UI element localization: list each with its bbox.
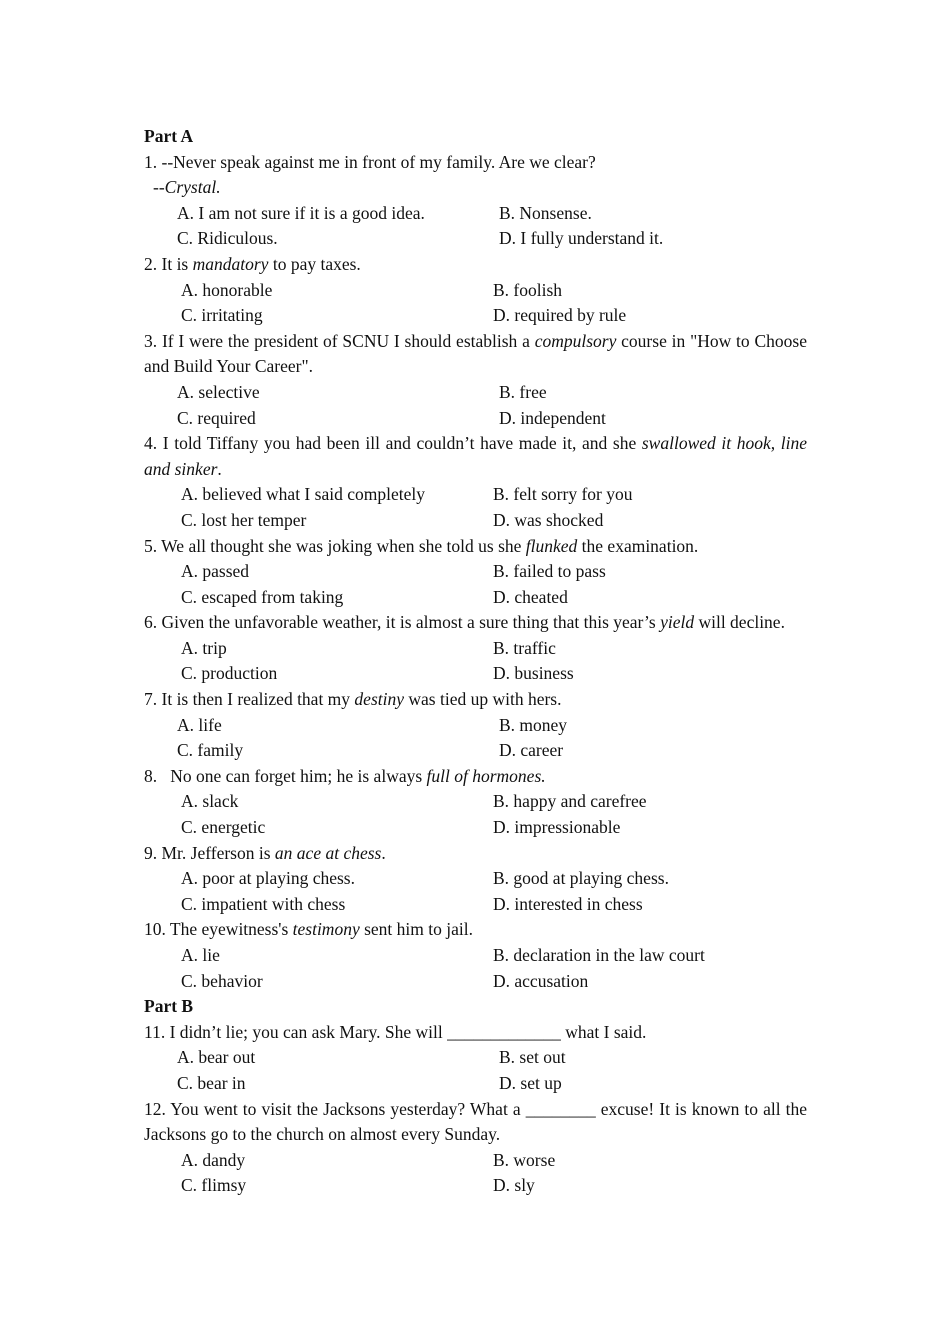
option-row bbox=[144, 406, 807, 432]
option-b: B. felt sorry for you bbox=[493, 484, 633, 505]
option-row bbox=[144, 943, 807, 969]
option-a: A. life bbox=[177, 714, 222, 735]
option-b: B. failed to pass bbox=[493, 561, 606, 582]
option-row bbox=[144, 1071, 807, 1097]
option-row bbox=[144, 1148, 807, 1174]
option-a: A. bear out bbox=[177, 1047, 256, 1068]
option-d: D. required by rule bbox=[493, 305, 627, 326]
question-2 bbox=[144, 252, 807, 329]
option-c: C. production bbox=[181, 663, 278, 684]
key-word: mandatory bbox=[192, 253, 269, 274]
option-d: D. sly bbox=[493, 1175, 535, 1196]
reply-key-word: Crystal. bbox=[164, 177, 221, 198]
option-a: A. poor at playing chess. bbox=[181, 868, 355, 889]
option-c: C. lost her temper bbox=[181, 509, 307, 530]
part-a-heading: Part A bbox=[144, 126, 194, 146]
option-a: A. I am not sure if it is a good idea. bbox=[177, 202, 425, 223]
option-a: A. slack bbox=[181, 791, 239, 812]
question-4 bbox=[144, 431, 807, 533]
option-d: D. impressionable bbox=[493, 817, 621, 838]
question-stem: 9. Mr. Jefferson is an ace at chess. bbox=[144, 842, 386, 863]
exam-page bbox=[144, 124, 807, 1199]
question-3 bbox=[144, 329, 807, 431]
option-c: C. bear in bbox=[177, 1072, 246, 1093]
option-a: A. trip bbox=[181, 637, 227, 658]
question-stem: 1. --Never speak against me in front of my family. Are we clear? bbox=[144, 151, 596, 172]
option-a: A. dandy bbox=[181, 1149, 246, 1170]
option-d: D. accusation bbox=[493, 970, 589, 991]
key-word: an ace at chess bbox=[274, 842, 382, 863]
option-row bbox=[144, 866, 807, 892]
option-row bbox=[144, 482, 807, 508]
option-b: B. declaration in the law court bbox=[493, 945, 705, 965]
key-word: full of hormones. bbox=[426, 765, 546, 786]
option-c: C. impatient with chess bbox=[181, 893, 346, 914]
option-b: B. worse bbox=[493, 1149, 556, 1170]
option-d: D. I fully understand it. bbox=[499, 228, 664, 249]
question-7 bbox=[144, 687, 807, 764]
question-stem: 3. If I were the president of SCNU I should establish a compulsory course in "How to Choose and Build Your Career". bbox=[144, 330, 807, 377]
reply-prefix: -- bbox=[153, 177, 165, 198]
option-c: C. required bbox=[177, 407, 256, 428]
option-row bbox=[144, 226, 807, 252]
option-b: B. foolish bbox=[493, 279, 563, 300]
question-stem: 8. No one can forget him; he is always full of hormones. bbox=[144, 765, 546, 786]
option-row bbox=[144, 559, 807, 585]
option-b: B. free bbox=[499, 381, 547, 402]
option-d: D. career bbox=[499, 740, 564, 761]
key-word: yield bbox=[660, 612, 695, 633]
option-b: B. Nonsense. bbox=[499, 202, 592, 223]
question-reply bbox=[144, 175, 807, 201]
option-c: C. family bbox=[177, 740, 244, 761]
option-c: C. behavior bbox=[181, 970, 263, 991]
question-6 bbox=[144, 610, 807, 687]
option-row bbox=[144, 1045, 807, 1071]
option-a: A. lie bbox=[181, 945, 220, 965]
option-b: B. traffic bbox=[493, 637, 556, 658]
question-stem: 12. You went to visit the Jacksons yesterday? What a ________ excuse! It is known to all the Jacksons go to the church on almost every Sunday. bbox=[144, 1098, 807, 1145]
option-row bbox=[144, 815, 807, 841]
question-stem: 6. Given the unfavorable weather, it is almost a sure thing that this year’s yield will decline. bbox=[144, 612, 785, 633]
option-row bbox=[144, 278, 807, 304]
question-stem: 7. It is then I realized that my destiny was tied up with hers. bbox=[144, 689, 562, 710]
question-9 bbox=[144, 841, 807, 918]
option-row bbox=[144, 508, 807, 534]
option-row bbox=[144, 380, 807, 406]
key-word: destiny bbox=[354, 689, 404, 710]
option-d: D. was shocked bbox=[493, 509, 604, 530]
option-c: C. Ridiculous. bbox=[177, 228, 278, 249]
question-stem: 10. The eyewitness's testimony sent him to jail. bbox=[144, 919, 473, 940]
option-row bbox=[144, 892, 807, 918]
option-c: C. flimsy bbox=[181, 1175, 247, 1196]
part-b-heading: Part B bbox=[144, 996, 194, 1017]
option-row bbox=[144, 585, 807, 611]
question-stem: 11. I didn’t lie; you can ask Mary. She will _____________ what I said. bbox=[144, 1021, 647, 1042]
option-row bbox=[144, 201, 807, 227]
option-a: A. honorable bbox=[181, 279, 273, 300]
question-stem: 4. I told Tiffany you had been ill and couldn’t have made it, and she swallowed it hook, line and sinker. bbox=[144, 433, 807, 479]
option-d: D. business bbox=[493, 663, 574, 684]
option-a: A. believed what I said completely bbox=[181, 484, 425, 505]
key-word: swallowed it hook, line and sinker bbox=[144, 433, 807, 479]
question-8 bbox=[144, 764, 807, 841]
option-c: C. irritating bbox=[181, 305, 263, 326]
option-row bbox=[144, 713, 807, 739]
question-10 bbox=[144, 917, 807, 994]
key-word: flunked bbox=[525, 535, 578, 556]
question-stem: 5. We all thought she was joking when she told us she flunked the examination. bbox=[144, 535, 699, 556]
question-5 bbox=[144, 534, 807, 611]
option-row bbox=[144, 1173, 807, 1199]
option-row bbox=[144, 969, 807, 995]
option-d: D. cheated bbox=[493, 586, 568, 607]
option-b: B. happy and carefree bbox=[493, 791, 647, 812]
option-row bbox=[144, 738, 807, 764]
key-word: compulsory bbox=[534, 330, 617, 351]
option-row bbox=[144, 789, 807, 815]
question-12 bbox=[144, 1097, 807, 1199]
option-b: B. good at playing chess. bbox=[493, 868, 669, 889]
key-word: testimony bbox=[292, 919, 360, 940]
option-row bbox=[144, 661, 807, 687]
option-a: A. passed bbox=[181, 561, 250, 582]
option-d: D. interested in chess bbox=[493, 893, 643, 914]
option-row bbox=[144, 636, 807, 662]
option-c: C. escaped from taking bbox=[181, 586, 344, 607]
option-b: B. set out bbox=[499, 1047, 566, 1068]
question-stem: 2. It is mandatory to pay taxes. bbox=[144, 253, 361, 274]
question-1 bbox=[144, 150, 807, 252]
question-11 bbox=[144, 1020, 807, 1097]
option-b: B. money bbox=[499, 714, 568, 735]
option-a: A. selective bbox=[177, 381, 260, 402]
option-c: C. energetic bbox=[181, 817, 266, 838]
option-d: D. independent bbox=[499, 407, 606, 428]
option-d: D. set up bbox=[499, 1072, 562, 1093]
option-row bbox=[144, 303, 807, 329]
